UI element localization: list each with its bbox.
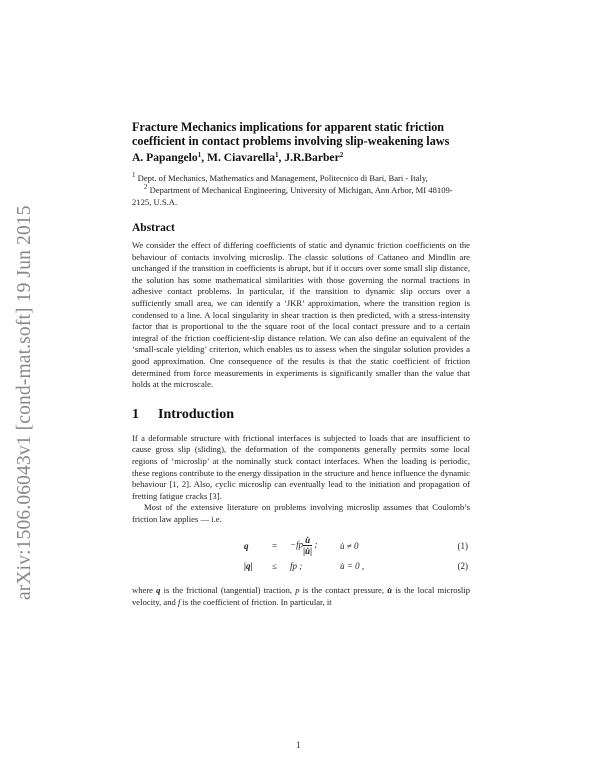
text-run: is the local microslip velocity, and (132, 585, 470, 608)
text-run: where (132, 585, 157, 596)
eq-rhs-suffix: ; (312, 540, 318, 551)
author-list (132, 150, 470, 166)
math-symbol: f (177, 597, 181, 608)
section-number: 1 (132, 406, 139, 422)
author-name: M. Ciavarella (207, 151, 276, 164)
equation-row (132, 535, 470, 555)
author-affil-marker: 1 (197, 151, 202, 159)
eq-fraction (303, 535, 312, 556)
math-symbol: q (156, 585, 161, 596)
eq-rhs (290, 535, 317, 556)
eq-condition: u̇ ≠ 0 (340, 541, 359, 552)
paragraph (132, 585, 470, 608)
arxiv-identifier-stamp: arXiv:1506.06043v1 [cond-mat.soft] 19 Jun 2015 (14, 205, 35, 600)
eq-lhs: |q| (244, 561, 253, 572)
author-name: J.R.Barber (284, 151, 340, 164)
section-heading (132, 407, 470, 423)
eq-frac-denominator: |u̇| (303, 546, 313, 557)
eq-rhs-prefix: −fp (290, 540, 304, 551)
page-number: 1 (296, 740, 301, 750)
author-affil-marker: 2 (339, 151, 344, 159)
affil-text: Department of Mechanical Engineering, University of Michigan, Ann Arbor, MI 48109-2125, U.S.A. (132, 185, 453, 207)
affiliation-2 (132, 184, 470, 208)
abstract-heading: Abstract (132, 222, 175, 234)
eq-relation: ≤ (272, 561, 277, 572)
math-symbol: u̇ (387, 585, 392, 596)
author-affil-marker: 1 (275, 151, 279, 159)
paper-title: Fracture Mechanics implications for apparent static friction coefficient in contact problems involving slip-weakening laws (132, 120, 450, 148)
eq-number: (1) (457, 541, 468, 552)
abstract-text: We consider the effect of differing coefficients of static and dynamic friction coefficients on the behaviour of contacts involving microslip. The classic solutions of Cattaneo and Mindlin are unchanged if the transition in coefficients is abrupt, but if it occurs over some small slip distance, the solution has some mathematical similarities with those governing the normal tractions in adhesive contact problems. In particular, if the transition to dynamic slip occurs over a sufficiently small area, we can identify a ‘JKR’ approximation, where the transition region is condensed to a line. A local singularity in shear traction is then predicted, with a stress-intensity factor that is proportional to the the square root of the local contact pressure and to a certain integral of the friction coefficient-slip distance relation. We can also define an equivalent of the ‘small-scale yielding’ criterion, which enables us to assess when the singular solution provides a good approximation. One consequence of the results is that the static coefficient of friction determined from force measurements in experiments is significantly smaller than the value that holds at the microscale. (132, 240, 470, 390)
author-separator: , (201, 151, 207, 164)
text-run: is the frictional (tangential) traction, (160, 585, 296, 596)
paragraph: If a deformable structure with frictional interfaces is subjected to loads that are insufficient to cause gross slip (sliding), the deformation of the components generally permits some local regions of ‘microslip’ at the nominally stuck contact interfaces. When the loading is periodic, these regions contribute to the energy dissipation in the structure and hence influence the dynamic behaviour [1, 2]. Also, cyclic microslip can eventually lead to the initiation and propagation of fretting fatigue cracks [3]. (132, 432, 470, 501)
eq-number: (2) (457, 561, 468, 572)
math-symbol: p (295, 585, 300, 596)
paper-page (132, 120, 470, 609)
section-title: Introduction (158, 406, 234, 422)
author-separator: , (278, 151, 285, 164)
eq-condition: u̇ = 0 , (340, 561, 365, 572)
text-run: is the contact pressure, (299, 585, 388, 596)
eq-rhs: fp ; (290, 561, 303, 572)
affiliation-1 (132, 172, 470, 184)
affil-text: Dept. of Mechanics, Mathematics and Management, Politecnico di Bari, Bari - Italy, (137, 173, 428, 183)
paragraph: Most of the extensive literature on problems involving microslip assumes that Coulomb’s friction law applies — i.e. (132, 502, 470, 524)
text-run: is the coefficient of friction. In particular, it (180, 597, 332, 608)
equation-row (132, 561, 470, 581)
affil-number: 2 (144, 183, 148, 191)
eq-frac-numerator: u̇ (305, 535, 311, 546)
affil-number: 1 (132, 171, 136, 179)
equation-block (132, 531, 470, 579)
eq-relation: = (272, 541, 278, 552)
eq-lhs: q (244, 541, 249, 552)
author-name: A. Papangelo (132, 151, 198, 164)
